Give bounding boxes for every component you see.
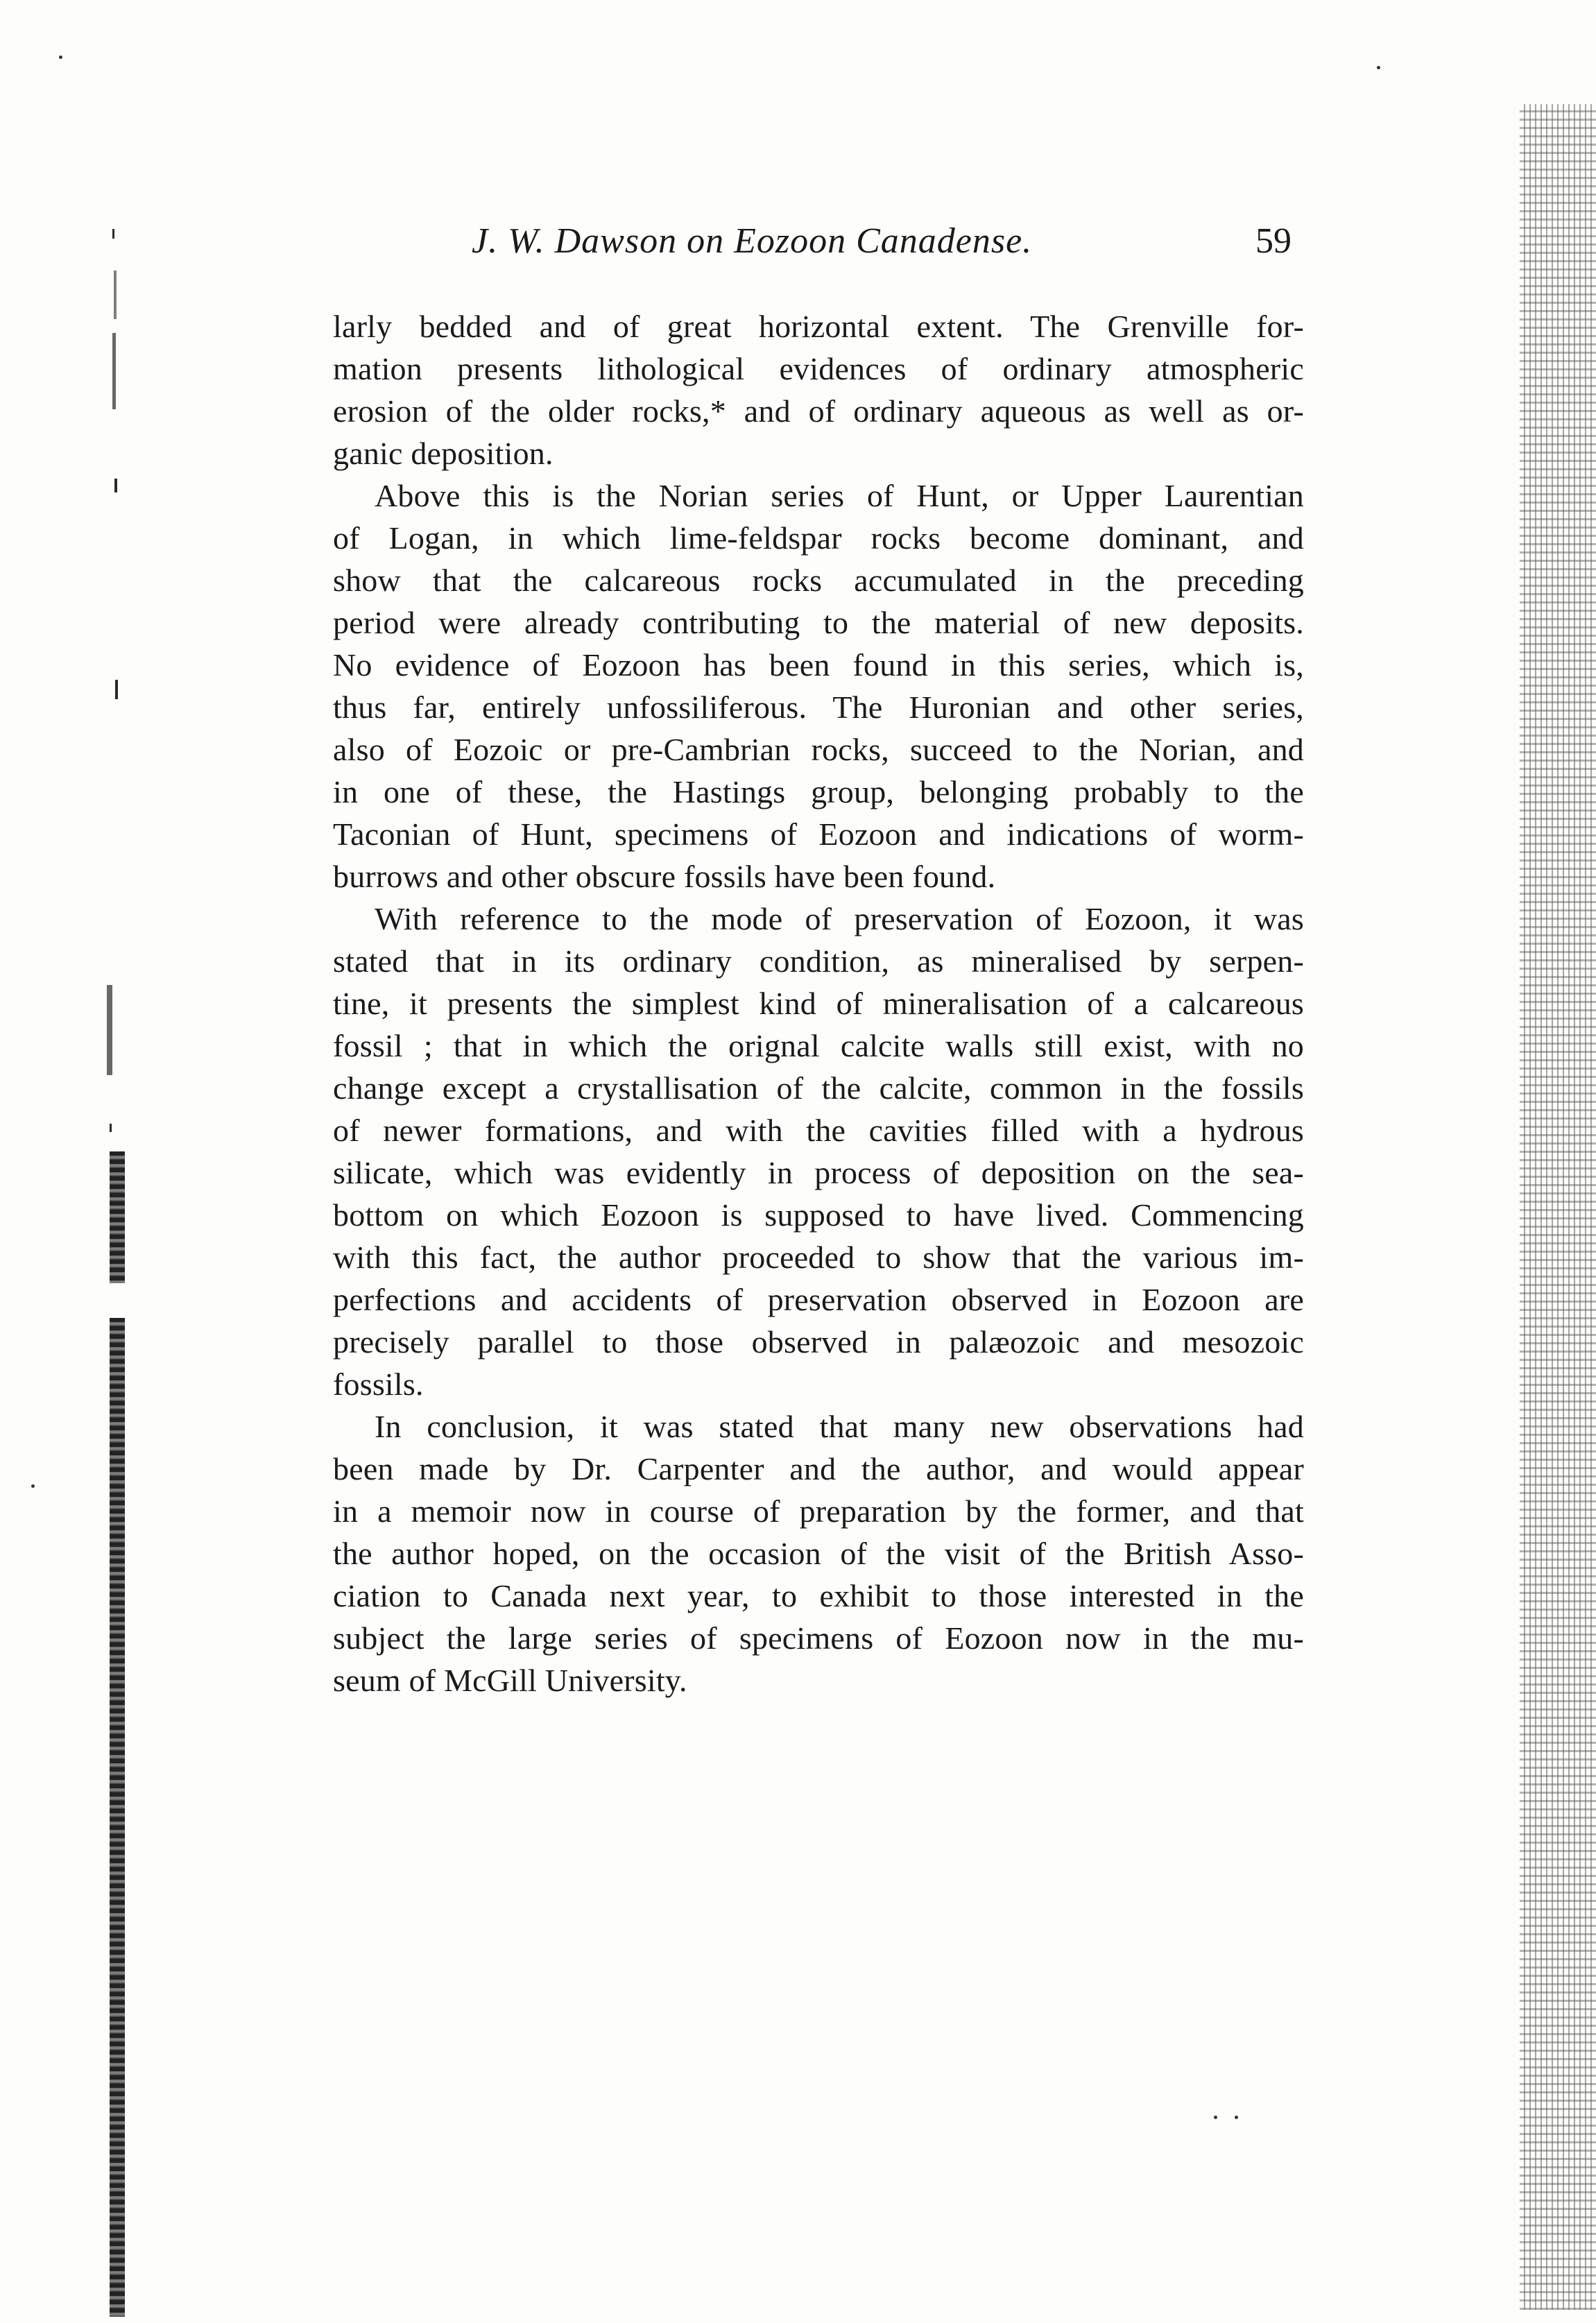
text-line: Taconian of Hunt, specimens of Eozoon and indications of worm-	[333, 816, 1304, 852]
text-line: the author hoped, on the occasion of the visit of the British Asso-	[333, 1536, 1304, 1571]
text-line: mation presents lithological evidences of ordinary atmospheric	[333, 351, 1304, 386]
text-line: ciation to Canada next year, to exhibit to those interested in the	[333, 1578, 1304, 1613]
text-line: No evidence of Eozoon has been found in this series, which is,	[333, 647, 1304, 683]
text-line: been made by Dr. Carpenter and the author, and would appear	[333, 1451, 1304, 1486]
text-line: With reference to the mode of preservation of Eozoon, it was	[375, 901, 1304, 936]
running-head: J. W. Dawson on Eozoon Canadense.	[472, 221, 1033, 261]
text-line: bottom on which Eozoon is supposed to have lived. Commencing	[333, 1197, 1304, 1233]
scan-speck	[59, 55, 62, 59]
text-line: Above this is the Norian series of Hunt, or Upper Laurentian	[375, 478, 1304, 513]
text-line: larly bedded and of great horizontal extent. The Grenville for-	[333, 309, 1304, 344]
text-line: burrows and other obscure fossils have been found.	[333, 859, 996, 894]
scan-speck	[31, 1484, 35, 1488]
text-line: in one of these, the Hastings group, belonging probably to the	[333, 774, 1304, 809]
text-line: change except a crystallisation of the calcite, common in the fossils	[333, 1070, 1304, 1106]
text-line: of newer formations, and with the cavities filled with a hydrous	[333, 1113, 1304, 1148]
body-text	[333, 305, 1304, 1701]
text-line: ganic deposition.	[333, 436, 554, 471]
text-line: with this fact, the author proceeded to show that the various im-	[333, 1240, 1304, 1275]
paragraph	[333, 474, 1304, 898]
page-header	[472, 221, 1304, 276]
text-line: seum of McGill University.	[333, 1663, 687, 1698]
text-line: stated that in its ordinary condition, as mineralised by serpen-	[333, 943, 1304, 979]
paragraph	[333, 1405, 1304, 1701]
scan-dots	[1214, 2116, 1249, 2121]
text-line: In conclusion, it was stated that many new observations had	[375, 1409, 1304, 1444]
page-edge-artifact	[1520, 104, 1596, 2310]
text-line: fossil ; that in which the orignal calcite walls still exist, with no	[333, 1028, 1304, 1063]
scan-speck	[1377, 66, 1380, 69]
page-number: 59	[1255, 221, 1292, 261]
paragraph	[333, 898, 1304, 1405]
text-line: period were already contributing to the material of new deposits.	[333, 605, 1304, 640]
text-line: in a memoir now in course of preparation by the former, and that	[333, 1493, 1304, 1529]
text-line: of Logan, in which lime-feldspar rocks become dominant, and	[333, 520, 1304, 556]
paragraph	[333, 305, 1304, 474]
text-line: fossils.	[333, 1366, 424, 1402]
binding-edge-artifact	[97, 180, 139, 2289]
text-line: precisely parallel to those observed in palæozoic and mesozoic	[333, 1324, 1304, 1360]
text-line: subject the large series of specimens of Eozoon now in the mu-	[333, 1620, 1304, 1656]
text-line: silicate, which was evidently in process of deposition on the sea-	[333, 1155, 1304, 1190]
text-line: thus far, entirely unfossiliferous. The Huronian and other series,	[333, 689, 1304, 725]
text-line: tine, it presents the simplest kind of mineralisation of a calcareous	[333, 986, 1304, 1021]
text-line: also of Eozoic or pre-Cambrian rocks, succeed to the Norian, and	[333, 732, 1304, 767]
text-line: show that the calcareous rocks accumulated in the preceding	[333, 563, 1304, 598]
text-line: perfections and accidents of preservation observed in Eozoon are	[333, 1282, 1304, 1317]
text-line: erosion of the older rocks,* and of ordinary aqueous as well as or-	[333, 393, 1304, 429]
